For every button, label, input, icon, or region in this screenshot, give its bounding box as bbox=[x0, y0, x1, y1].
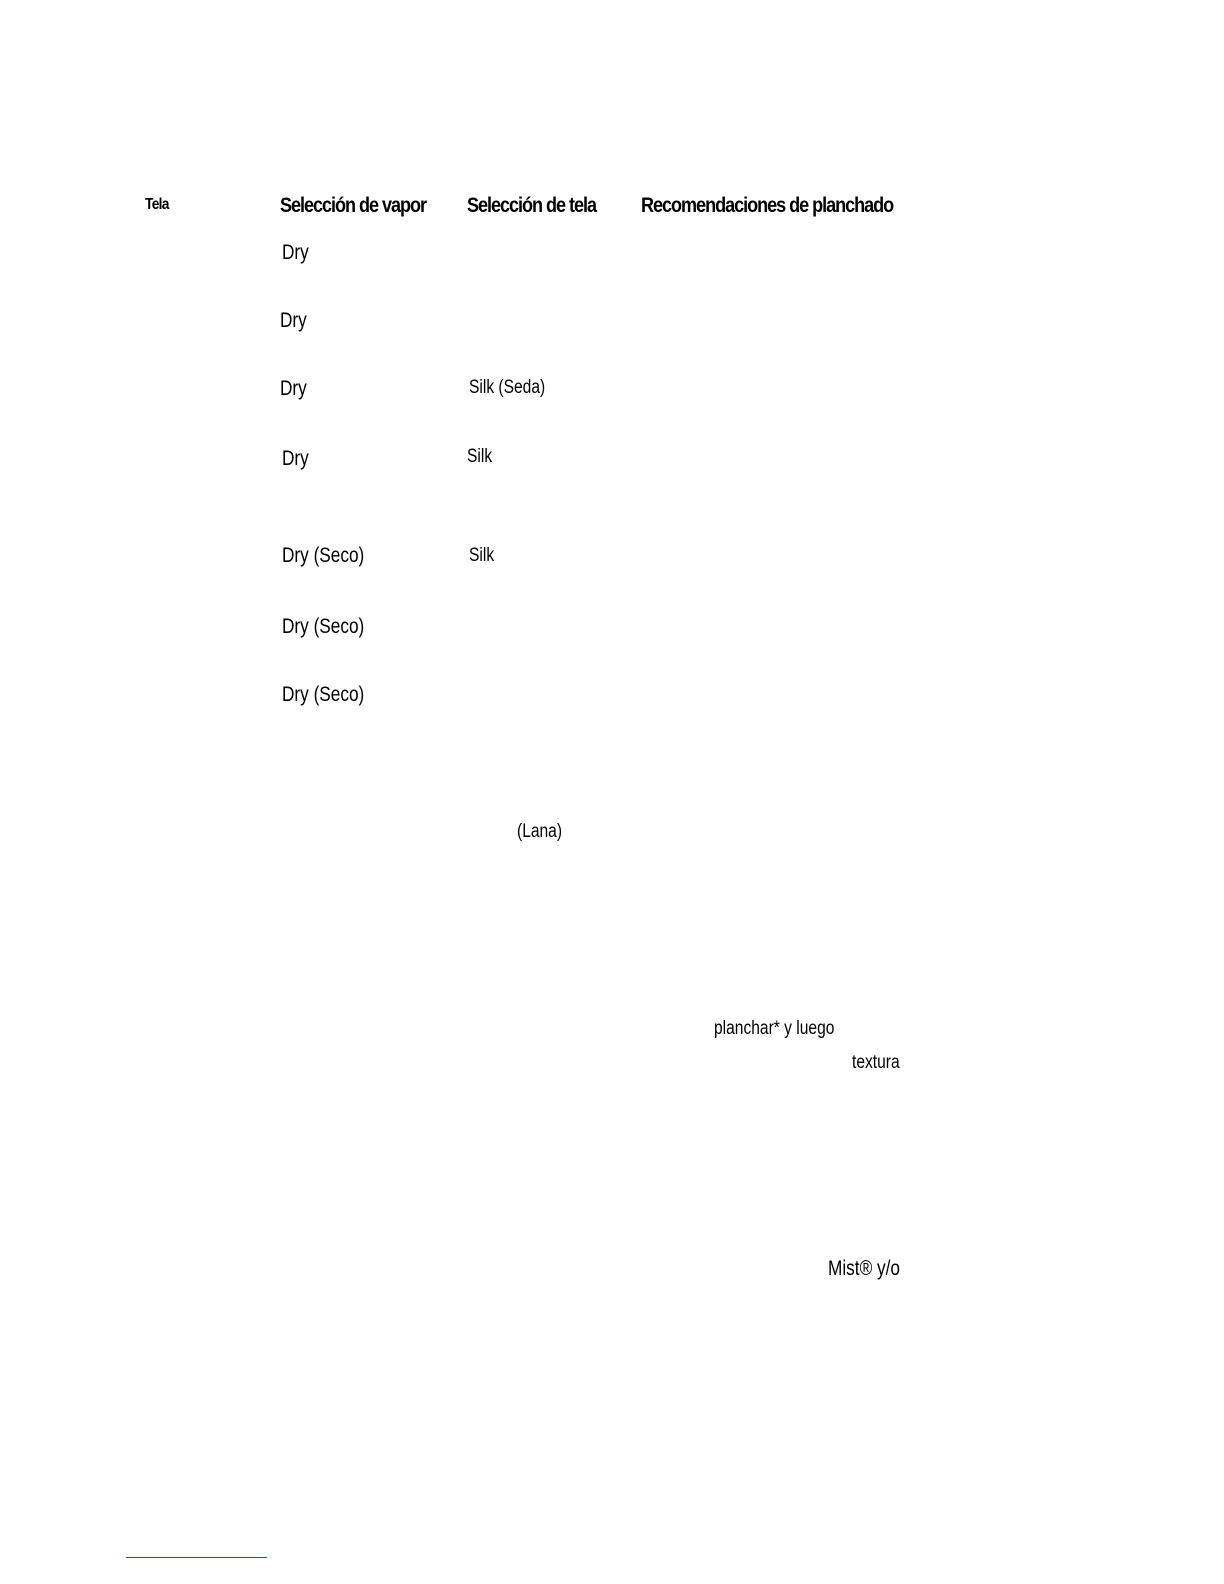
row-5-fabric-setting: Silk bbox=[469, 545, 495, 566]
iron-then-text: planchar* y luego bbox=[714, 1018, 835, 1039]
row-1-steam: Dry bbox=[282, 241, 309, 264]
mist-text: Mist® y/o bbox=[828, 1257, 901, 1280]
row-4-fabric-setting: Silk bbox=[467, 446, 493, 467]
row-6-steam: Dry (Seco) bbox=[282, 615, 365, 638]
header-ironing-recommendations: Recomendaciones de planchado bbox=[641, 194, 894, 217]
row-3-fabric-setting: Silk (Seda) bbox=[469, 377, 546, 398]
texture-text: textura bbox=[852, 1052, 900, 1073]
row-7-steam: Dry (Seco) bbox=[282, 683, 365, 706]
row-3-steam: Dry bbox=[280, 377, 307, 400]
wool-label: (Lana) bbox=[517, 821, 563, 842]
header-fabric: Tela bbox=[145, 196, 169, 213]
row-2-steam: Dry bbox=[280, 309, 307, 332]
header-fabric-selection: Selección de tela bbox=[467, 194, 597, 217]
row-5-steam: Dry (Seco) bbox=[282, 544, 365, 567]
header-steam-selection: Selección de vapor bbox=[280, 194, 427, 217]
row-4-steam: Dry bbox=[282, 447, 309, 470]
footnote-rule bbox=[126, 1557, 267, 1558]
